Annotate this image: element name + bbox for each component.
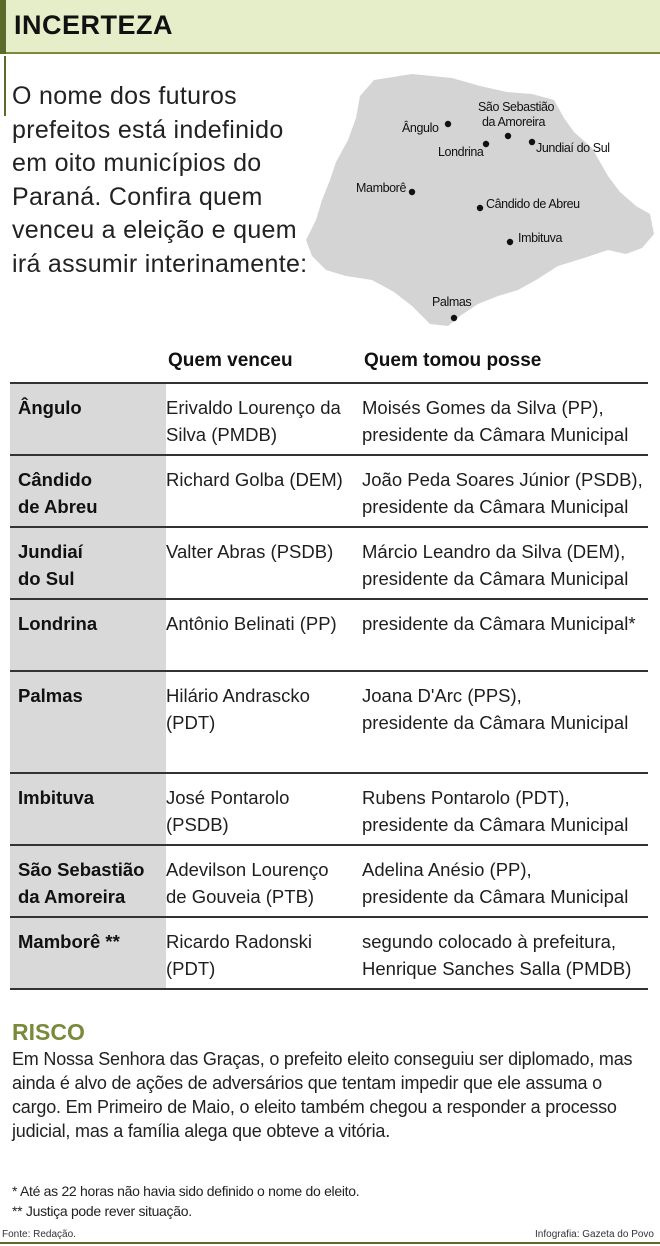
winner-line: Richard Golba (DEM) bbox=[166, 469, 343, 490]
bottom-rule bbox=[0, 1242, 660, 1244]
city-line: de Abreu bbox=[18, 496, 98, 517]
table-row bbox=[10, 383, 648, 455]
city-cell bbox=[10, 917, 166, 989]
sworn-line: Henrique Sanches Salla (PMDB) bbox=[362, 958, 632, 979]
city-dot-candido bbox=[477, 205, 483, 211]
table-row bbox=[10, 917, 648, 989]
risco-text: Em Nossa Senhora das Graças, o prefeito eleito conseguiu ser diplomado, mas ainda é alvo de ações de adversários que tentam impedir que ele assuma o cargo. Em Primeiro de Maio, o eleito também chegou a responder a processo judicial, mas a família alega que obteve a vitória. bbox=[12, 1049, 633, 1141]
city-line: São Sebastião bbox=[18, 859, 145, 880]
city-line: Jundiaí bbox=[18, 541, 83, 562]
winner-line: Adevilson Lourenço bbox=[166, 859, 329, 880]
city-cell bbox=[10, 455, 166, 527]
city-label-angulo: Ângulo bbox=[402, 121, 439, 135]
city-label-imbituva: Imbituva bbox=[518, 231, 563, 245]
city-line: Palmas bbox=[18, 685, 83, 706]
header-winner: Quem venceu bbox=[168, 349, 293, 371]
city-cell bbox=[10, 773, 166, 845]
city-dot-angulo bbox=[445, 121, 451, 127]
city-dot-imbituva bbox=[507, 239, 513, 245]
city-dot-mambore bbox=[409, 189, 415, 195]
city-dot-palmas bbox=[451, 315, 457, 321]
risco-title: RISCO bbox=[12, 1019, 85, 1045]
table-row bbox=[10, 773, 648, 845]
sworn-line: Rubens Pontarolo (PDT), bbox=[362, 787, 570, 808]
winner-cell bbox=[166, 599, 362, 671]
table-row bbox=[10, 527, 648, 599]
winner-line: José Pontarolo bbox=[166, 787, 290, 808]
city-label-mambore: Mamborê bbox=[356, 181, 406, 195]
winner-cell bbox=[166, 845, 362, 917]
winner-line: Antônio Belinati (PP) bbox=[166, 613, 337, 634]
city-dot-londrina bbox=[483, 141, 489, 147]
table-row bbox=[10, 455, 648, 527]
sworn-cell bbox=[362, 671, 648, 773]
sworn-cell bbox=[362, 527, 648, 599]
page-title: INCERTEZA bbox=[14, 10, 173, 40]
winner-cell bbox=[166, 527, 362, 599]
city-line: Cândido bbox=[18, 469, 92, 490]
city-label-palmas: Palmas bbox=[432, 295, 472, 309]
sworn-line: Moisés Gomes da Silva (PP), bbox=[362, 397, 604, 418]
city-cell bbox=[10, 599, 166, 671]
sworn-line: segundo colocado à prefeitura, bbox=[362, 931, 617, 952]
city-cell bbox=[10, 383, 166, 455]
winner-line: Ricardo Radonski bbox=[166, 931, 313, 952]
winner-line: Erivaldo Lourenço da bbox=[166, 397, 341, 418]
winner-cell bbox=[166, 773, 362, 845]
sworn-line: presidente da Câmara Municipal bbox=[362, 424, 629, 445]
sworn-line: presidente da Câmara Municipal* bbox=[362, 613, 636, 634]
winner-cell bbox=[166, 671, 362, 773]
table-body bbox=[10, 383, 648, 989]
city-label-sao-sebastiao-2: da Amoreira bbox=[482, 115, 545, 129]
header-sworn: Quem tomou posse bbox=[364, 349, 542, 371]
sworn-line: presidente da Câmara Municipal bbox=[362, 496, 629, 517]
table-row bbox=[10, 845, 648, 917]
city-dot-jundiai bbox=[529, 139, 535, 145]
header-band bbox=[0, 0, 660, 54]
city-cell bbox=[10, 845, 166, 917]
winner-cell bbox=[166, 455, 362, 527]
footer-source: Fonte: Redação. bbox=[2, 1229, 76, 1240]
sworn-cell bbox=[362, 455, 648, 527]
sworn-line: presidente da Câmara Municipal bbox=[362, 712, 629, 733]
sworn-cell bbox=[362, 845, 648, 917]
sworn-line: presidente da Câmara Municipal bbox=[362, 886, 629, 907]
winner-line: (PDT) bbox=[166, 958, 216, 979]
winner-line: Silva (PMDB) bbox=[166, 424, 278, 445]
sworn-line: João Peda Soares Júnior (PSDB), bbox=[362, 469, 643, 490]
sworn-line: presidente da Câmara Municipal bbox=[362, 568, 629, 589]
footnote-1: * Até as 22 horas não havia sido definido o nome do eleito. bbox=[12, 1183, 360, 1199]
sworn-line: presidente da Câmara Municipal bbox=[362, 814, 629, 835]
sworn-line: Adelina Anésio (PP), bbox=[362, 859, 532, 880]
left-accent-rule bbox=[4, 56, 6, 116]
parana-map bbox=[302, 70, 660, 332]
city-cell bbox=[10, 527, 166, 599]
winner-line: de Gouveia (PTB) bbox=[166, 886, 315, 907]
results-table bbox=[10, 345, 648, 990]
city-label-londrina: Londrina bbox=[438, 145, 484, 159]
sworn-cell bbox=[362, 599, 648, 671]
footnote-2: ** Justiça pode rever situação. bbox=[12, 1203, 192, 1219]
city-label-candido: Cândido de Abreu bbox=[486, 197, 580, 211]
winner-cell bbox=[166, 383, 362, 455]
city-line: Ângulo bbox=[18, 397, 82, 418]
winner-line: (PSDB) bbox=[166, 814, 229, 835]
table-header-row bbox=[10, 345, 648, 383]
city-label-sao-sebastiao-1: São Sebastião bbox=[478, 100, 555, 114]
city-cell bbox=[10, 671, 166, 773]
city-label-jundiai: Jundiaí do Sul bbox=[536, 141, 610, 155]
city-line: da Amoreira bbox=[18, 886, 126, 907]
city-dot-sao-sebastiao bbox=[505, 133, 511, 139]
header-blank bbox=[10, 345, 166, 383]
intro-text: O nome dos futuros prefeitos está indefinido em oito municípios do Paraná. Confira quem venceu a eleição e quem irá assumir interinamente: bbox=[12, 82, 308, 278]
winner-cell bbox=[166, 917, 362, 989]
winner-line: Hilário Andrascko bbox=[166, 685, 310, 706]
table-row bbox=[10, 671, 648, 773]
city-line: Mamborê ** bbox=[18, 931, 120, 952]
sworn-cell bbox=[362, 917, 648, 989]
city-line: Imbituva bbox=[18, 787, 95, 808]
sworn-cell bbox=[362, 773, 648, 845]
city-line: do Sul bbox=[18, 568, 75, 589]
footer-credit: Infografia: Gazeta do Povo bbox=[535, 1229, 654, 1240]
sworn-cell bbox=[362, 383, 648, 455]
table-row bbox=[10, 599, 648, 671]
winner-line: (PDT) bbox=[166, 712, 216, 733]
sworn-line: Márcio Leandro da Silva (DEM), bbox=[362, 541, 626, 562]
winner-line: Valter Abras (PSDB) bbox=[166, 541, 334, 562]
city-line: Londrina bbox=[18, 613, 98, 634]
sworn-line: Joana D'Arc (PPS), bbox=[362, 685, 522, 706]
